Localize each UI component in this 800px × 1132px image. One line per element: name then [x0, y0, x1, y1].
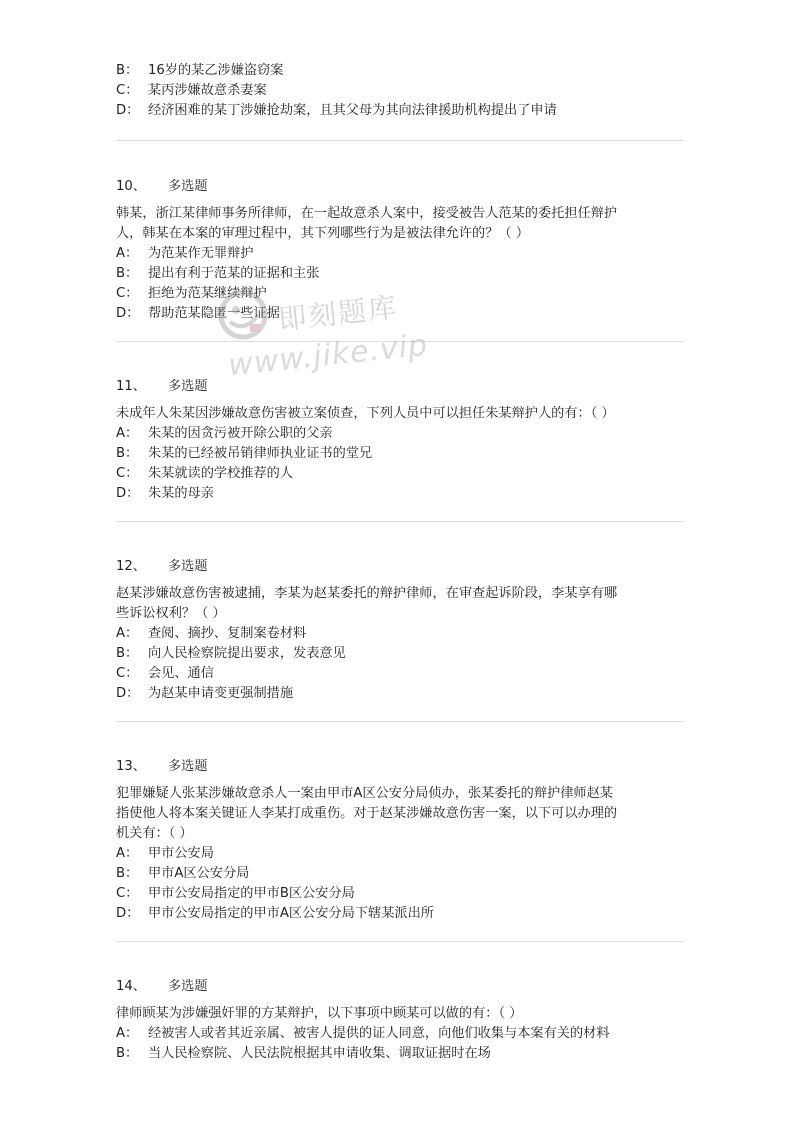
question-header: 10、 多选题 — [116, 179, 208, 194]
option-d[interactable]: D： 为赵某申请变更强制措施 — [116, 686, 294, 701]
question-stem: 赵某涉嫌故意伤害被逮捕，李某为赵某委托的辩护律师，在审查起诉阶段，李某享有哪 — [116, 586, 618, 601]
option-b[interactable]: B： 当人民检察院、人民法院根据其申请收集、调取证据时在场 — [116, 1046, 491, 1061]
divider — [116, 521, 684, 522]
watermark-url: www.jike.vip — [226, 327, 430, 384]
watermark-brand: 即刻题库 — [276, 290, 400, 337]
option-a[interactable]: A： 经被害人或者其近亲属、被害人提供的证人同意，向他们收集与本案有关的材料 — [116, 1026, 610, 1041]
question-stem: 未成年人朱某因涉嫌故意伤害被立案侦查，下列人员中可以担任朱某辩护人的有：（ ） — [116, 406, 615, 421]
option-d[interactable]: D： 帮助范某隐匿一些证据 — [116, 306, 280, 321]
divider — [116, 341, 684, 342]
divider — [116, 941, 684, 942]
list-item: C： 某丙涉嫌故意杀妻案 — [116, 83, 267, 98]
option-b[interactable]: B： 向人民检察院提出要求，发表意见 — [116, 646, 346, 661]
question-stem: 律师顾某为涉嫌强奸罪的方某辩护，以下事项中顾某可以做的有：（ ） — [116, 1006, 523, 1021]
option-b[interactable]: B： 提出有利于范某的证据和主张 — [116, 266, 320, 281]
question-stem: 犯罪嫌疑人张某涉嫌故意杀人一案由甲市A区公安分局侦办，张某委托的辩护律师赵某 — [116, 786, 613, 801]
question-stem: 些诉讼权利？（ ） — [116, 606, 226, 621]
question-stem: 指使他人将本案关键证人李某打成重伤。对于赵某涉嫌故意伤害一案，以下可以办理的 — [116, 806, 618, 821]
option-c[interactable]: C： 拒绝为范某继续辩护 — [116, 286, 267, 301]
option-d[interactable]: D： 甲市公安局指定的甲市A区公安分局下辖某派出所 — [116, 906, 434, 921]
divider — [116, 140, 684, 141]
list-item: D： 经济困难的某丁涉嫌抢劫案，且其父母为其向法律援助机构提出了申请 — [116, 103, 557, 118]
list-item: B： 16岁的某乙涉嫌盗窃案 — [116, 63, 284, 78]
option-c[interactable]: C： 甲市公安局指定的甲市B区公安分局 — [116, 886, 355, 901]
option-c[interactable]: C： 会见、通信 — [116, 666, 214, 681]
question-header: 11、 多选题 — [116, 379, 208, 394]
option-d[interactable]: D： 朱某的母亲 — [116, 486, 214, 501]
option-b[interactable]: B： 甲市A区公安分局 — [116, 866, 250, 881]
option-a[interactable]: A： 朱某的因贪污被开除公职的父亲 — [116, 426, 333, 441]
question-stem: 人，韩某在本案的审理过程中，其下列哪些行为是被法律允许的？（ ） — [116, 226, 530, 241]
option-c[interactable]: C： 朱某就读的学校推荐的人 — [116, 466, 294, 481]
question-stem: 韩某，浙江某律师事务所律师，在一起故意杀人案中，接受被告人范某的委托担任辩护 — [116, 206, 618, 221]
question-stem: 机关有：（ ） — [116, 826, 193, 841]
option-a[interactable]: A： 查阅、摘抄、复制案卷材料 — [116, 626, 307, 641]
question-header: 14、 多选题 — [116, 979, 208, 994]
option-a[interactable]: A： 甲市公安局 — [116, 846, 214, 861]
question-header: 13、 多选题 — [116, 759, 208, 774]
option-b[interactable]: B： 朱某的已经被吊销律师执业证书的堂兄 — [116, 446, 373, 461]
divider — [116, 721, 684, 722]
question-header: 12、 多选题 — [116, 559, 208, 574]
option-a[interactable]: A： 为范某作无罪辩护 — [116, 246, 254, 261]
